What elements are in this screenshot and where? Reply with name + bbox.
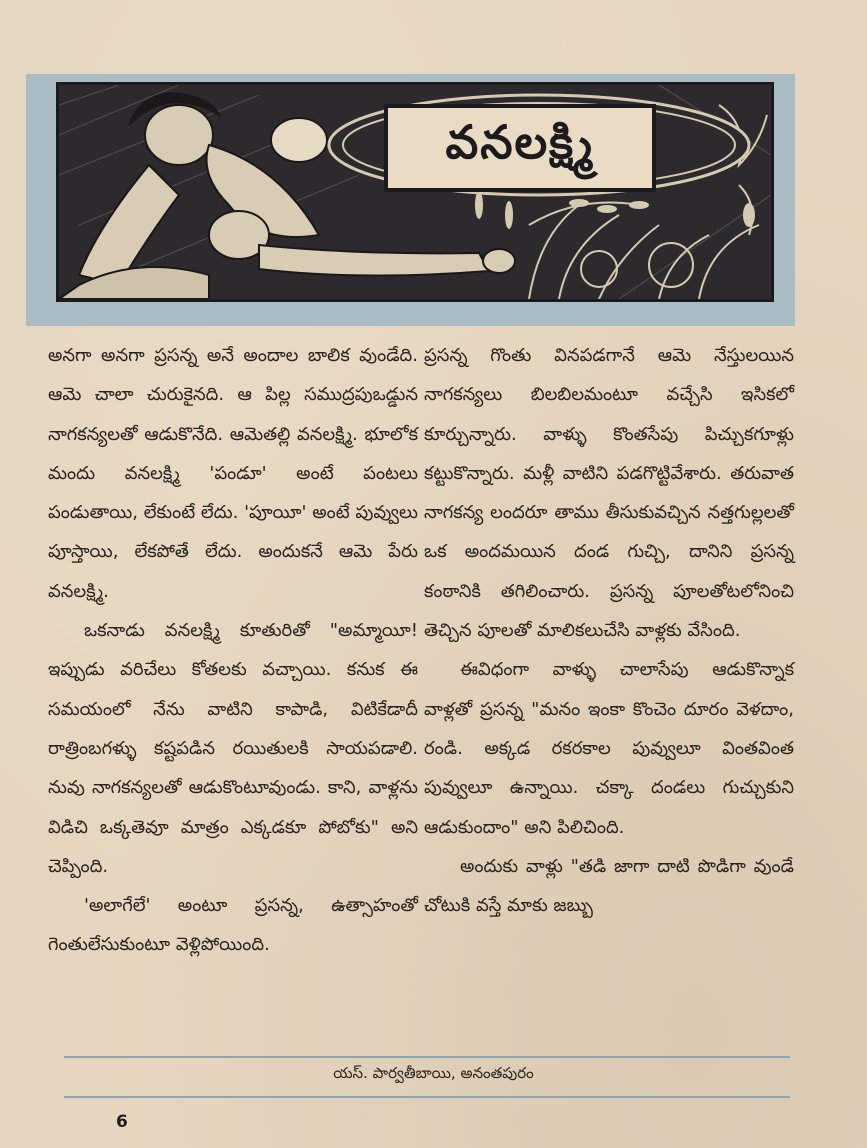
footer-rule-top bbox=[64, 1056, 790, 1058]
left-column bbox=[48, 336, 418, 965]
paragraph: అనగా అనగా ప్రసన్న అనే అందాల బాలిక వుండేది. ఆమె చాలా చురుకైనది. ఆ పిల్ల సముద్రపుఒడ్డున నాగకన్యలతో ఆడుకొనేది. ఆమెతల్లి వనలక్ష్మి. భూలోక మందు వనలక్ష్మి 'పండూ' అంటే పంటలు పండుతాయి, లేకుంటే లేదు. 'పూయీ' అంటే పువ్వులు పూస్తాయి, లేకపోతే లేదు. అందుకనే ఆమె పేరు వనలక్ష్మి. bbox=[48, 345, 418, 602]
author-byline: యస్. పార్వతీబాయి, అనంతపురం bbox=[333, 1064, 534, 1082]
page-title: వనలక్ష్మి bbox=[445, 115, 595, 169]
footer-rule-bottom bbox=[64, 1096, 790, 1098]
paragraph: ఈవిధంగా వాళ్ళు చాలాసేపు ఆడుకొన్నాక వాళ్లతో ప్రసన్న "మనం ఇంకా కొంచెం దూరం వెళదాం, రండి. అక్కడ రకరకాల పువ్వులూ వింతవింత పువ్వులూ ఉన్నాయి. చక్కా దండలు గుచ్చుకుని ఆడుకుందాం" అని పిలిచింది. bbox=[424, 659, 794, 838]
page-number: 6 bbox=[116, 1112, 128, 1132]
right-column bbox=[424, 336, 794, 925]
paragraph: 'అలాగేలే' అంటూ ప్రసన్న, ఉత్సాహంతో గెంతులేసుకుంటూ వెళ్లిపోయింది. bbox=[48, 895, 418, 956]
paragraph: అందుకు వాళ్లు "తడి జాగా దాటి పొడిగా వుండే చోటుకి వస్తే మాకు జబ్బు bbox=[424, 855, 794, 917]
paragraph: ప్రసన్న గొంతు వినపడగానే ఆమె నేస్తులయిన నాగకన్యలు బిలబిలమంటూ వచ్చేసి ఇసికలో కూర్చున్నారు. వాళ్ళు కొంతసేపు పిచ్చుకగూళ్లు కట్టుకొన్నారు. మళ్లీ వాటిని పడగొట్టివేశారు. తరువాత నాగకన్య లందరూ తాము తీసుకువచ్చిన నత్తగుల్లలతో ఒక అందమయిన దండ గుచ్చి, దానిని ప్రసన్న కంఠానికి తగిలించారు. ప్రసన్న పూలతోటలోనించి తెచ్చిన పూలతో మాలికలుచేసి వాళ్లకు వేసింది. bbox=[424, 345, 794, 642]
paragraph: ఒకనాడు వనలక్ష్మి కూతురితో "అమ్మాయీ! ఇప్పుడు వరిచేలు కోతలకు వచ్చాయి. కనుక ఈ సమయంలో నేను వాటిని కాపాడి, విటికేడాదీ రాత్రింబగళ్ళు కష్టపడిన రయితులకి సాయపడాలి. నువు నాగకన్యలతో ఆడుకొంటూవుండు. కాని, వాళ్లను విడిచి ఒక్కతెవూ మాత్రం ఎక్కడకూ పోబోకు" అని చెప్పింది. bbox=[48, 620, 418, 877]
title-box bbox=[384, 104, 656, 192]
